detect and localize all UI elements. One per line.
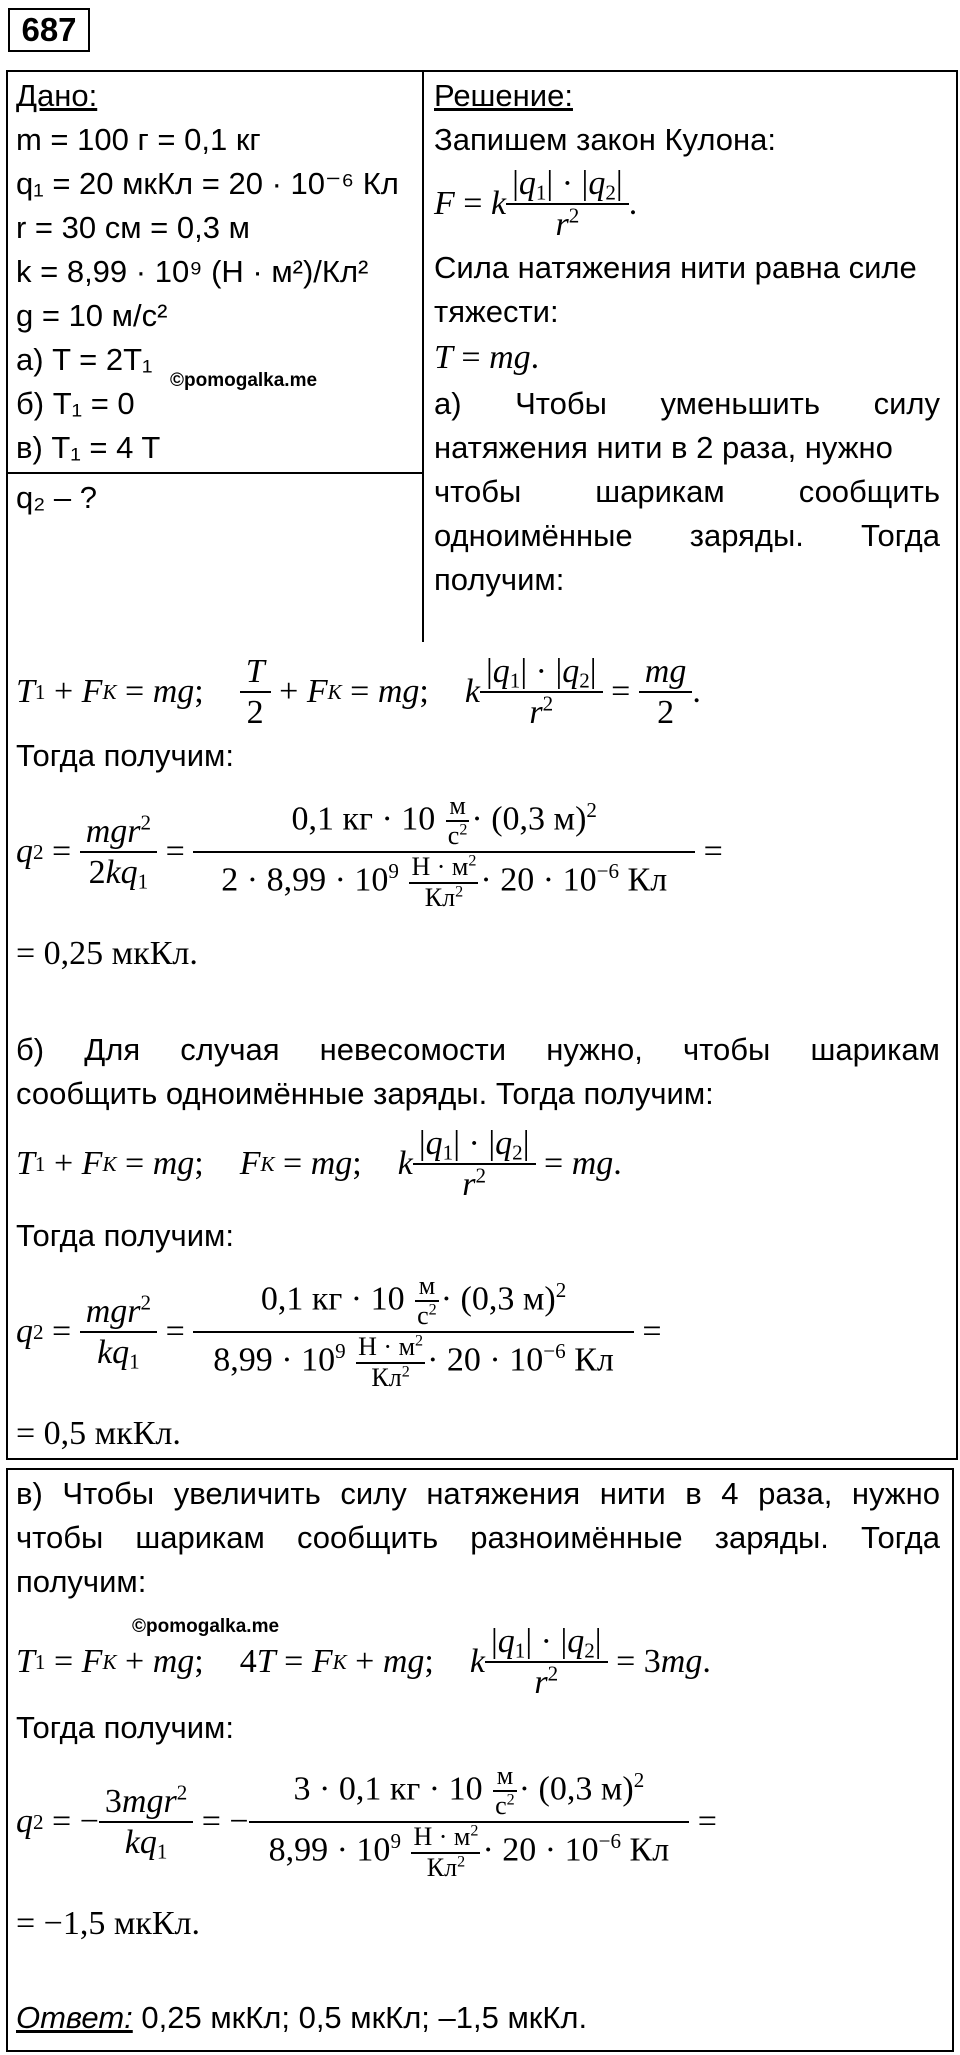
tension-formula: T = mg. xyxy=(434,339,540,376)
answer-line xyxy=(16,1996,587,2040)
answer-text: 0,25 мкКл; 0,5 мкКл; –1,5 мкКл. xyxy=(132,2000,588,2035)
part-a-line: получим: xyxy=(434,562,565,597)
then-get-text: Тогда получим: xyxy=(16,1218,234,1253)
coulomb-formula: F = k $\frac{|q_1| \cdot |q_2|}{r^2}$ . xyxy=(434,164,638,243)
answer-label: Ответ: xyxy=(16,2000,133,2035)
word: Тогда xyxy=(860,1520,940,1555)
word: б) xyxy=(16,1032,45,1067)
find-unknown: q₂ – ? xyxy=(16,480,97,515)
word: заряды. xyxy=(689,518,804,553)
part-a-calculation: q 2 = $\frac{mgr^2}{2kq_1}$ = 0,1 кг · 10 м $с^2$ · (0,3 м)$^2$ $2 \cdot 8,99 \cdot 10^9$ $Н \cdot м^2$ $Кл^2$ · $20 \cdot 10^{-6}$ Кл = xyxy=(16,790,723,912)
part-a-line xyxy=(434,382,940,426)
given-line: б) T₁ = 0 xyxy=(16,386,135,421)
word: увеличить xyxy=(173,1476,321,1511)
word: Чтобы xyxy=(515,386,607,421)
part-a-line xyxy=(434,514,940,558)
part-b-calculation: q 2 = $\frac{mgr^2}{kq_1}$ = 0,1 кг · 10 м $с^2$ · (0,3 м)$^2$ $8,99 \cdot 10^9$ $Н \cdot м^2$ $Кл^2$ · $20 \cdot 10^{-6}$ Кл = xyxy=(16,1270,662,1392)
word: нужно, xyxy=(546,1032,643,1067)
word: силу xyxy=(873,386,940,421)
coulomb-law-text: Запишем закон Кулона: xyxy=(434,122,776,157)
word: 4 xyxy=(721,1476,739,1511)
part-a-result: = 0,25 мкКл. xyxy=(16,935,198,972)
given-header: Дано: xyxy=(16,78,98,113)
given-column xyxy=(16,74,399,470)
part-b-text xyxy=(16,1028,940,1116)
given-find-divider xyxy=(6,472,424,474)
part-v-result: = −1,5 мкКл. xyxy=(16,1905,201,1942)
word: заряды. xyxy=(714,1520,829,1555)
part-v-calculation: q 2 = − $\frac{3mgr^2}{kq_1}$ = − 3 · 0,1 кг · 10 м $с^2$ · (0,3 м)$^2$ $8,99 \cdot 10^9$ $Н \cdot м^2$ $Кл^2$ · $20 \cdot 10^{-6}$ Кл = xyxy=(16,1760,717,1882)
part-v-equations: T 1 = F K + mg ; 4 T = F K + mg ; k $\frac{|q_1| \cdot |q_2|}{r^2}$ = 3 mg . xyxy=(16,1622,711,1701)
tension-text: тяжести: xyxy=(434,294,559,329)
part-b-result: = 0,5 мкКл. xyxy=(16,1415,181,1452)
part-b-line xyxy=(16,1028,940,1072)
watermark: ©pomogalka.me xyxy=(170,370,318,391)
word: нити xyxy=(599,1476,666,1511)
part-b-line: сообщить одноимённые заряды. Тогда получим: xyxy=(16,1076,714,1111)
problem-number: 687 xyxy=(21,11,77,48)
given-line: g = 10 м/с² xyxy=(16,298,168,333)
word: натяжения xyxy=(426,1476,581,1511)
given-line: q₁ = 20 мкКл = 20 · 10⁻⁶ Кл xyxy=(16,166,399,201)
word: сообщить xyxy=(296,1520,439,1555)
problem-number-box xyxy=(8,8,90,52)
tension-text: Сила натяжения нити равна силе xyxy=(434,250,917,285)
word: Тогда xyxy=(860,518,940,553)
then-get-text: Тогда получим: xyxy=(16,738,234,773)
given-line: m = 100 г = 0,1 кг xyxy=(16,122,261,157)
part-a-line: натяжения нити в 2 раза, нужно xyxy=(434,430,893,465)
word: чтобы xyxy=(16,1520,104,1555)
word: разноимённые xyxy=(470,1520,683,1555)
solution-header: Решение: xyxy=(434,78,573,113)
part-v-text xyxy=(16,1472,940,1604)
part-a-equations: T 1 + F K = mg ; $\frac{T}{2}$ + F K = mg ; k $\frac{|q_1| \cdot |q_2|}{r^2}$ = $\frac{mg}{2}$ . xyxy=(16,652,701,731)
part-v-line xyxy=(16,1516,940,1560)
word: шарикам xyxy=(595,474,725,509)
word: чтобы xyxy=(683,1032,771,1067)
column-divider xyxy=(422,70,424,642)
part-v-line: получим: xyxy=(16,1564,147,1599)
given-line: k = 8,99 · 10⁹ (Н · м²)/Кл² xyxy=(16,254,369,289)
word: нужно xyxy=(851,1476,940,1511)
word: одноимённые xyxy=(434,518,633,553)
given-line: а) T = 2T₁ xyxy=(16,342,153,377)
part-b-equations: T 1 + F K = mg ; F K = mg ; k $\frac{|q_1| \cdot |q_2|}{r^2}$ = mg . xyxy=(16,1124,622,1203)
word: случая xyxy=(180,1032,280,1067)
part-a-line xyxy=(434,470,940,514)
word: в xyxy=(685,1476,702,1511)
word: Для xyxy=(84,1032,141,1067)
part-v-line xyxy=(16,1472,940,1516)
solution-column xyxy=(434,74,940,602)
word: в) xyxy=(16,1476,43,1511)
word: чтобы xyxy=(434,474,522,509)
word: Чтобы xyxy=(62,1476,155,1511)
word: раза, xyxy=(758,1476,833,1511)
word: шарикам xyxy=(135,1520,265,1555)
word: шарикам xyxy=(810,1032,940,1067)
given-line: r = 30 см = 0,3 м xyxy=(16,210,250,245)
watermark: ©pomogalka.me xyxy=(132,1616,280,1637)
word: силу xyxy=(340,1476,407,1511)
then-get-text: Тогда получим: xyxy=(16,1710,234,1745)
word: уменьшить xyxy=(660,386,821,421)
word: сообщить xyxy=(798,474,940,509)
word: невесомости xyxy=(319,1032,507,1067)
word: а) xyxy=(434,386,462,421)
given-line: в) T₁ = 4 T xyxy=(16,430,161,465)
